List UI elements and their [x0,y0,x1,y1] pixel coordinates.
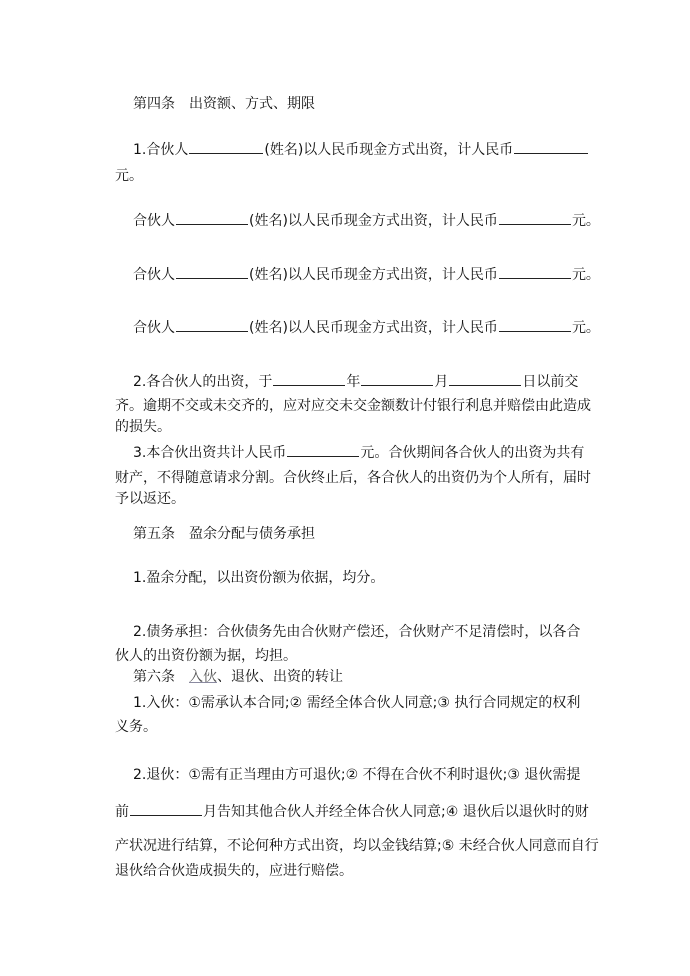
article-5-heading: 第五条 盈余分配与债务承担 [133,526,315,542]
name-blank[interactable] [176,317,248,332]
art4-clause-1-line-1: 1.合伙人 (姓名)以人民币现金方式出资，计人民币 [133,139,589,160]
year-blank[interactable] [273,371,345,386]
art4-clause-3-line-1: 3.本合伙出资共计人民币 元。合伙期间各合伙人的出资为共有 [133,442,584,463]
art4-clause-3-line-3: 予以返还。 [115,491,185,507]
amount-blank[interactable] [514,139,588,154]
partner-line: 合伙人 (姓名)以人民币现金方式出资，计人民币 元。 [133,210,600,231]
art6-clause-2-line-4: 退伙给合伙造成损失的，应进行赔偿。 [115,863,353,879]
partner-line: 合伙人 (姓名)以人民币现金方式出资，计人民币 元。 [133,264,600,285]
article-4-heading: 第四条 出资额、方式、期限 [133,96,315,112]
day-blank[interactable] [449,371,521,386]
month-blank[interactable] [361,371,433,386]
art6-clause-1-line-2: 义务。 [115,719,157,735]
art4-clause-2-line-3: 的损失。 [115,419,171,435]
notice-months-blank[interactable] [130,801,202,816]
art4-clause-2-line-1: 2.各合伙人的出资，于 年 月 日以前交 [133,371,578,392]
amount-blank[interactable] [499,317,571,332]
art6-clause-2-line-1: 2.退伙：①需有正当理由方可退伙;② 不得在合伙不利时退伙;③ 退伙需提 [133,767,581,783]
art5-clause-2-line-1: 2.债务承担：合伙债务先由合伙财产偿还，合伙财产不足清偿时，以各合 [133,624,581,640]
art4-clause-3-line-2: 财产，不得随意请求分割。合伙终止后，各合伙人的出资仍为个人所有，届时 [115,470,591,486]
amount-blank[interactable] [499,210,571,225]
art5-clause-1: 1.盈余分配，以出资份额为依据，均分。 [133,570,385,586]
name-blank[interactable] [176,264,248,279]
art6-clause-2-line-2: 前 月告知其他合伙人并经全体合伙人同意;④ 退伙后以退伙时的财 [115,801,589,822]
total-amount-blank[interactable] [287,442,359,457]
article-6-heading: 第六条 入伙、退伙、出资的转让 [133,669,343,685]
art6-clause-2-line-3: 产状况进行结算，不论何种方式出资，均以金钱结算;⑤ 未经合伙人同意而自行 [115,838,599,854]
amount-blank[interactable] [499,264,571,279]
partner-line: 合伙人 (姓名)以人民币现金方式出资，计人民币 元。 [133,317,600,338]
name-blank[interactable] [176,210,248,225]
art5-clause-2-line-2: 伙人的出资份额为据，均担。 [115,648,297,664]
art4-clause-2-line-2: 齐。逾期不交或未交齐的，应对应交未交金额数计付银行利息并赔偿由此造成 [115,398,591,414]
art6-clause-1-line-1: 1.入伙：①需承认本合同;② 需经全体合伙人同意;③ 执行合同规定的权利 [133,695,581,711]
name-blank[interactable] [189,139,263,154]
art4-clause-1-line-2: 元。 [115,168,143,184]
join-partnership-link[interactable]: 入伙 [189,669,217,685]
